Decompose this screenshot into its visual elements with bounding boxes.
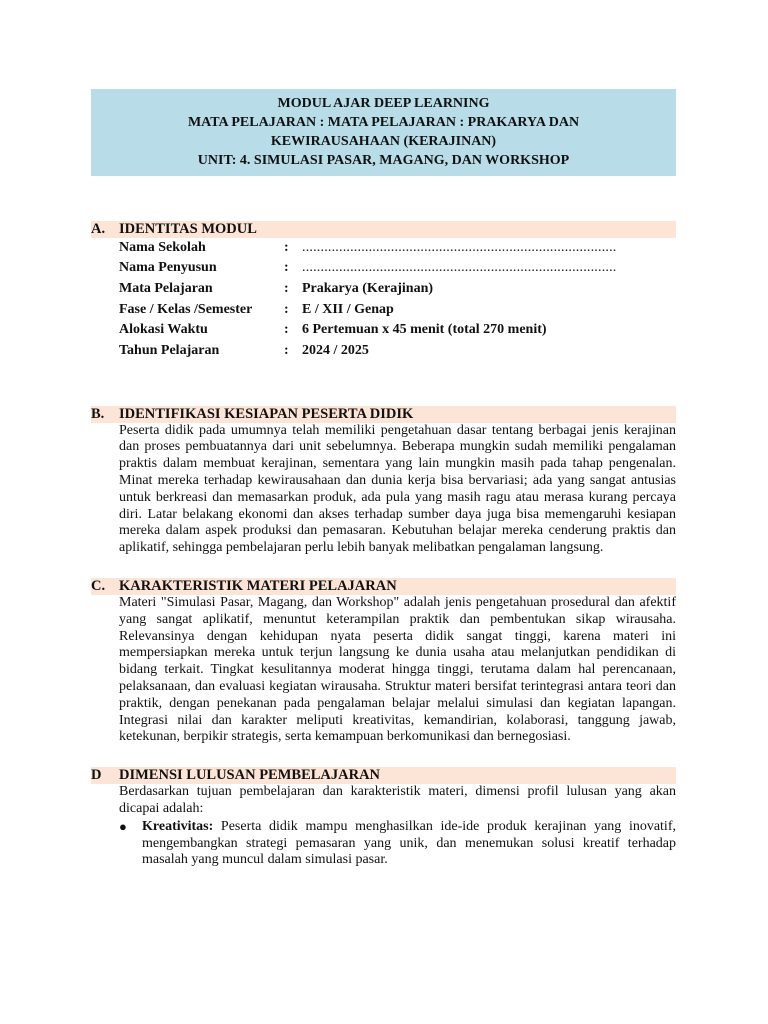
list-item [119,819,676,869]
title-line-2: MATA PELAJARAN : MATA PELAJARAN : PRAKARYA DAN [187,115,580,130]
identity-block [91,238,676,362]
identity-colon: : [284,239,289,255]
section-a-letter: A. [91,221,106,237]
identity-value: 2024 / 2025 [302,342,369,358]
dimension-intro: Berdasarkan tujuan pembelajaran dan karakteristik materi, dimensi profil lulusan yang akan dicapai adalah: [119,784,676,816]
section-c-title: KARAKTERISTIK MATERI PELAJARAN [119,577,397,594]
identity-colon: : [284,301,289,317]
identity-table [119,238,617,362]
section-d-letter: D [91,767,102,784]
identity-value: E / XII / Genap [302,301,394,317]
document-page [91,89,676,869]
section-a-heading [91,221,676,238]
identity-label: Nama Sekolah [119,239,206,255]
section-d-title: DIMENSI LULUSAN PEMBELAJARAN [119,767,381,784]
section-c-heading [91,578,676,595]
bullet-description: Peserta didik mampu menghasilkan ide-ide produk kerajinan yang inovatif, mengembangkan strategi pemasaran yang unik, dan menemukan solusi kreatif terhadap masalah yang muncul dalam simulasi pasar. [142,818,676,868]
section-c-letter: C. [91,577,106,594]
identity-row [119,259,617,280]
section-b-body [91,423,676,557]
identity-row [119,341,617,362]
section-b-title: IDENTIFIKASI KESIAPAN PESERTA DIDIK [119,405,414,422]
readiness-paragraph: Peserta didik pada umumnya telah memiliki pengetahuan dasar tentang berbagai jenis kerajinan dan proses pembuatannya dari unit sebelumnya. Beberapa mungkin sudah memiliki pengalaman praktis dalam membuat kerajinan, sementara yang lain mungkin masih pada tahap pengenalan. Minat mereka terhadap kewirausahaan dan dunia kerja bisa bervariasi; ada yang sangat antusias untuk berkreasi dan memasarkan produk, ada pula yang masih ragu atau merasa kurang percaya diri. Latar belakang ekonomi dan akses terhadap sumber daya juga bisa memengaruhi kesiapan mereka dalam aspek produksi dan pemasaran. Kebutuhan belajar mereka cenderung praktis dan aplikatif, sehingga pembelajaran perlu lebih banyak melibatkan pengalaman langsung. [119,422,676,556]
bullet-icon: ● [119,818,127,834]
identity-label: Tahun Pelajaran [119,342,220,358]
identity-row [119,320,617,341]
section-d-heading [91,767,676,784]
section-c-body [91,595,676,746]
title-line-1: MODUL AJAR DEEP LEARNING [277,96,490,111]
section-a-title: IDENTITAS MODUL [119,221,257,237]
bullet-text [142,819,676,869]
identity-label: Fase / Kelas /Semester [119,301,253,317]
title-line-4: UNIT: 4. SIMULASI PASAR, MAGANG, DAN WORKSHOP [197,153,570,168]
identity-value: ..................................................................................... [302,260,617,276]
section-d-body [91,784,676,869]
identity-value: 6 Pertemuan x 45 menit (total 270 menit) [302,322,547,338]
identity-colon: : [284,322,289,338]
identity-label: Mata Pelajaran [119,281,213,297]
identity-colon: : [284,281,289,297]
material-paragraph: Materi "Simulasi Pasar, Magang, dan Workshop" adalah jenis pengetahuan prosedural dan afektif yang sangat aplikatif, menuntut keterampilan praktik dan pembentukan sikap wirausaha. Relevansinya dengan kehidupan nyata peserta didik sangat tinggi, karena materi ini mempersiapkan mereka untuk terjun langsung ke dunia usaha atau melanjutkan pendidikan di bidang terkait. Tingkat kesulitannya moderat hingga tinggi, terutama dalam hal perencanaan, pelaksanaan, dan evaluasi kegiatan wirausaha. Struktur materi bersifat terintegrasi antara teori dan praktik, dengan penekanan pada pengalaman belajar melalui simulasi dan kegiatan lapangan. Integrasi nilai dan karakter meliputi kreativitas, kemandirian, kolaborasi, tanggung jawab, ketekunan, berpikir strategis, serta kemampuan berkomunikasi dan bernegosiasi. [119,594,676,745]
title-line-3: KEWIRAUSAHAAN (KERAJINAN) [270,134,497,149]
identity-row [119,279,617,300]
title-box [91,89,676,176]
identity-colon: : [284,342,289,358]
section-b-heading [91,406,676,423]
identity-label: Alokasi Waktu [119,322,208,338]
identity-colon: : [284,260,289,276]
identity-label: Nama Penyusun [119,260,217,276]
section-b-letter: B. [91,405,105,422]
identity-row [119,238,617,259]
identity-row [119,300,617,321]
bullet-term: Kreativitas: [142,818,214,834]
identity-value: ..................................................................................... [302,239,617,255]
identity-value: Prakarya (Kerajinan) [302,281,434,297]
